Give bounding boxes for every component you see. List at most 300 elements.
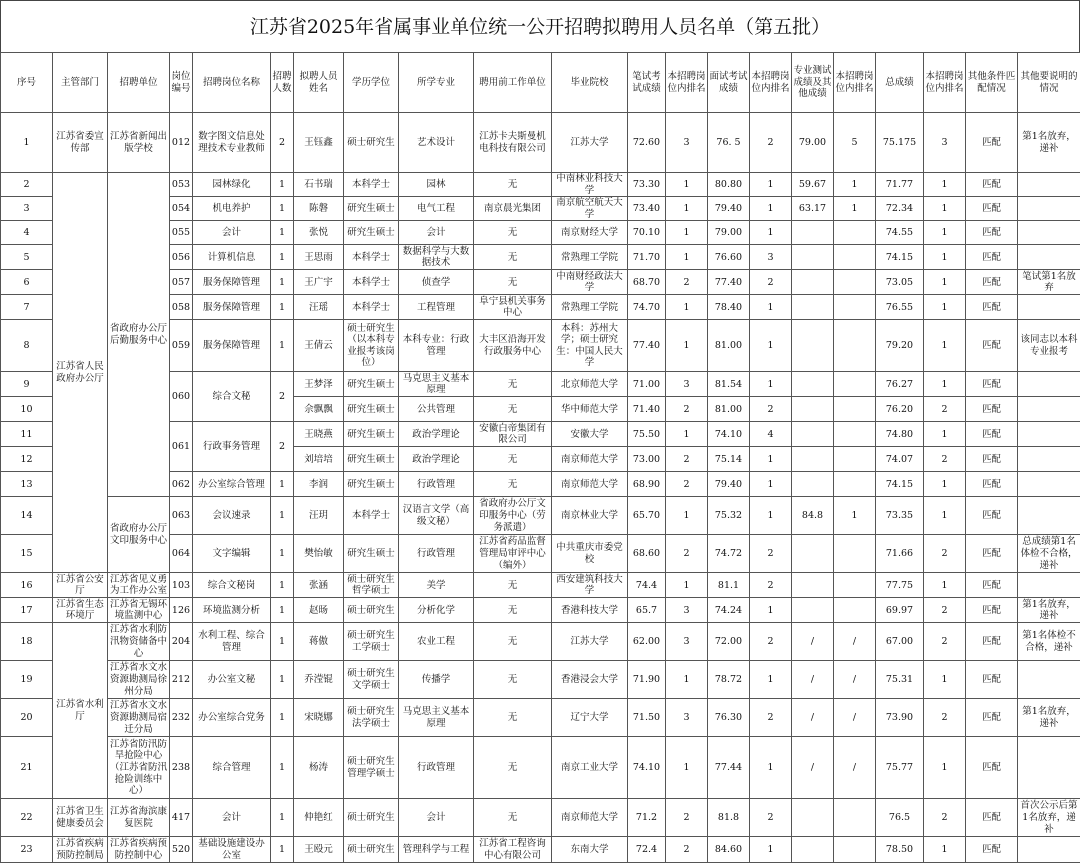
cell-total-rank: 2 [924,699,966,737]
cell-interview-rank: 1 [750,472,792,497]
cell-total-rank: 1 [924,573,966,598]
cell-total-rank: 1 [924,422,966,447]
cell-unit: 江苏省防汛防旱抢险中心（江苏省防汛抢险训练中心） [108,737,170,799]
cell-total: 76.27 [876,372,924,397]
cell-post-name: 办公室文秘 [193,661,271,699]
col-header: 总成绩 [876,53,924,113]
cell-unit: 江苏省水文水资源勘测局徐州分局 [108,661,170,699]
col-header: 岗位编号 [170,53,193,113]
cell-interview-rank: 4 [750,422,792,447]
table-row [1,497,1080,535]
cell-prev: 无 [474,598,552,623]
cell-other-rank [834,245,876,270]
cell-other: / [792,661,834,699]
cell-unit: 省政府办公厅文印服务中心 [108,497,170,573]
cell-post-code: 060 [170,372,193,422]
cell-interview-rank: 2 [750,573,792,598]
cell-note [1018,447,1080,472]
cell-no: 14 [1,497,53,535]
cell-note [1018,737,1080,799]
cell-post-name: 基础设施建设办公室 [193,837,271,863]
cell-other [792,221,834,245]
cell-match: 匹配 [966,221,1018,245]
cell-total: 74.55 [876,221,924,245]
cell-match: 匹配 [966,535,1018,573]
cell-edu: 研究生硕士 [344,197,399,221]
cell-interview-rank: 1 [750,295,792,320]
cell-written: 71.70 [628,245,666,270]
cell-prev: 无 [474,221,552,245]
cell-dept: 江苏省生态环境厅 [53,598,108,623]
cell-edu: 本科学士 [344,270,399,295]
cell-written-rank: 1 [666,245,708,270]
cell-other-rank [834,598,876,623]
col-header: 所学专业 [399,53,474,113]
cell-other [792,422,834,447]
cell-no: 18 [1,623,53,661]
cell-other [792,397,834,422]
cell-total-rank: 2 [924,535,966,573]
cell-no: 9 [1,372,53,397]
cell-interview-rank: 2 [750,799,792,837]
cell-interview-rank: 1 [750,447,792,472]
cell-interview: 77.40 [708,270,750,295]
cell-match: 匹配 [966,372,1018,397]
cell-total: 74.15 [876,245,924,270]
cell-major: 会计 [399,221,474,245]
cell-match: 匹配 [966,472,1018,497]
col-header: 聘用前工作单位 [474,53,552,113]
table-row [1,737,1080,799]
cell-major: 行政管理 [399,472,474,497]
cell-name: 汪瑶 [294,295,344,320]
cell-school: 南京师范大学 [552,447,628,472]
cell-written-rank: 1 [666,422,708,447]
cell-edu: 研究生硕士 [344,535,399,573]
cell-other [792,535,834,573]
cell-interview-rank: 1 [750,320,792,372]
cell-other [792,372,834,397]
table-row [1,623,1080,661]
cell-post-code: 058 [170,295,193,320]
cell-written: 73.40 [628,197,666,221]
cell-school: 江苏大学 [552,113,628,173]
cell-post-name: 会议速录 [193,497,271,535]
cell-note: 第1名体检不合格，递补 [1018,623,1080,661]
cell-other [792,472,834,497]
cell-other: 84.8 [792,497,834,535]
cell-no: 15 [1,535,53,573]
cell-no: 22 [1,799,53,837]
cell-post-name: 服务保障管理 [193,320,271,372]
cell-match: 匹配 [966,113,1018,173]
cell-interview: 81.00 [708,397,750,422]
cell-total-rank: 2 [924,623,966,661]
cell-edu: 本科学士 [344,173,399,197]
cell-no: 10 [1,397,53,422]
cell-post-name: 综合文秘岗 [193,573,271,598]
cell-interview: 79.40 [708,197,750,221]
cell-match: 匹配 [966,422,1018,447]
cell-match: 匹配 [966,270,1018,295]
cell-interview: 72.00 [708,623,750,661]
cell-post-name: 服务保障管理 [193,270,271,295]
cell-total: 79.20 [876,320,924,372]
cell-no: 2 [1,173,53,197]
cell-prev: 江苏卡夫斯曼机电科技有限公司 [474,113,552,173]
cell-match: 匹配 [966,197,1018,221]
cell-match: 匹配 [966,320,1018,372]
cell-match: 匹配 [966,837,1018,863]
cell-no: 19 [1,661,53,699]
cell-post-count: 1 [271,573,294,598]
cell-post-name: 计算机信息 [193,245,271,270]
cell-name: 蒋傲 [294,623,344,661]
cell-edu: 本科学士 [344,497,399,535]
cell-written: 68.90 [628,472,666,497]
cell-total: 76.55 [876,295,924,320]
table-row [1,837,1080,863]
cell-major: 会计 [399,799,474,837]
cell-post-count: 1 [271,535,294,573]
cell-interview-rank: 1 [750,661,792,699]
cell-post-code: 064 [170,535,193,573]
cell-post-name: 综合文秘 [193,372,271,422]
cell-interview-rank: 1 [750,837,792,863]
cell-post-count: 2 [271,113,294,173]
cell-other-rank: 1 [834,497,876,535]
cell-no: 11 [1,422,53,447]
cell-edu: 研究生硕士 [344,422,399,447]
cell-written: 71.50 [628,699,666,737]
cell-total: 71.66 [876,535,924,573]
cell-note: 首次公示后第1名放弃，递补 [1018,799,1080,837]
cell-written: 71.90 [628,661,666,699]
cell-other [792,598,834,623]
col-header: 招聘岗位名称 [193,53,271,113]
cell-interview-rank: 2 [750,397,792,422]
cell-other [792,270,834,295]
cell-total: 67.00 [876,623,924,661]
cell-school: 江苏大学 [552,623,628,661]
cell-name: 樊怡敏 [294,535,344,573]
cell-post-code: 520 [170,837,193,863]
cell-interview: 77.44 [708,737,750,799]
cell-written-rank: 1 [666,221,708,245]
cell-unit: 江苏省见义勇为工作办公室 [108,573,170,598]
cell-no: 12 [1,447,53,472]
col-header: 招聘单位 [108,53,170,113]
cell-note: 笔试第1名放弃 [1018,270,1080,295]
cell-name: 汪玥 [294,497,344,535]
cell-prev: 无 [474,799,552,837]
cell-written-rank: 2 [666,447,708,472]
cell-school: 中共重庆市委党校 [552,535,628,573]
cell-school: 南京财经大学 [552,221,628,245]
cell-post-count: 1 [271,197,294,221]
cell-name: 乔滢锟 [294,661,344,699]
cell-school: 北京师范大学 [552,372,628,397]
cell-interview: 79.00 [708,221,750,245]
table-row [1,113,1080,173]
cell-post-count: 1 [271,661,294,699]
header-row [1,53,1080,113]
cell-post-code: 055 [170,221,193,245]
cell-interview-rank: 1 [750,372,792,397]
cell-post-count: 1 [271,320,294,372]
col-header: 本招聘岗位内排名 [924,53,966,113]
cell-total: 73.05 [876,270,924,295]
cell-match: 匹配 [966,497,1018,535]
cell-other: 59.67 [792,173,834,197]
cell-no: 21 [1,737,53,799]
cell-post-code: 062 [170,472,193,497]
cell-written: 62.00 [628,623,666,661]
cell-match: 匹配 [966,245,1018,270]
table-row [1,799,1080,837]
cell-other: 63.17 [792,197,834,221]
cell-school: 中南财经政法大学 [552,270,628,295]
cell-interview: 76.30 [708,699,750,737]
cell-major: 政治学理论 [399,447,474,472]
cell-written: 70.10 [628,221,666,245]
col-header: 笔试考试成绩 [628,53,666,113]
cell-name: 宋晓娜 [294,699,344,737]
cell-interview-rank: 1 [750,221,792,245]
col-header: 本招聘岗位内排名 [750,53,792,113]
cell-prev: 安徽白帝集团有限公司 [474,422,552,447]
col-header: 其他要说明的情况 [1018,53,1080,113]
cell-other [792,447,834,472]
cell-written-rank: 2 [666,837,708,863]
cell-school: 南京航空航天大学 [552,197,628,221]
cell-school: 南京林业大学 [552,497,628,535]
cell-total: 76.5 [876,799,924,837]
cell-post-name: 机电养护 [193,197,271,221]
cell-edu: 研究生硕士 [344,447,399,472]
cell-post-count: 1 [271,623,294,661]
cell-post-count: 1 [271,737,294,799]
cell-edu: 本科学士 [344,295,399,320]
cell-written-rank: 2 [666,270,708,295]
cell-total: 75.31 [876,661,924,699]
cell-post-code: 059 [170,320,193,372]
cell-no: 16 [1,573,53,598]
cell-school: 中南林业科技大学 [552,173,628,197]
cell-school: 南京师范大学 [552,472,628,497]
cell-prev: 无 [474,245,552,270]
cell-school: 常熟理工学院 [552,245,628,270]
cell-school: 东南大学 [552,837,628,863]
cell-post-count: 1 [271,472,294,497]
cell-other [792,320,834,372]
cell-total-rank: 2 [924,397,966,422]
cell-name: 王梦泽 [294,372,344,397]
cell-total: 74.07 [876,447,924,472]
cell-note: 总成绩第1名体检不合格，递补 [1018,535,1080,573]
cell-post-code: 056 [170,245,193,270]
cell-no: 7 [1,295,53,320]
cell-post-count: 1 [271,173,294,197]
cell-total-rank: 1 [924,661,966,699]
cell-post-code: 053 [170,173,193,197]
cell-other-rank [834,270,876,295]
cell-total-rank: 1 [924,320,966,372]
cell-no: 5 [1,245,53,270]
cell-post-name: 数字图文信息处理技术专业教师 [193,113,271,173]
cell-prev: 江苏省工程咨询中心有限公司 [474,837,552,863]
cell-written: 74.10 [628,737,666,799]
cell-no: 13 [1,472,53,497]
cell-unit: 江苏省新闻出版学校 [108,113,170,173]
cell-interview-rank: 2 [750,270,792,295]
cell-post-count: 2 [271,422,294,472]
cell-interview: 81.00 [708,320,750,372]
cell-other: / [792,623,834,661]
cell-other [792,799,834,837]
cell-interview: 74.10 [708,422,750,447]
col-header: 面试考试成绩 [708,53,750,113]
cell-total: 75.175 [876,113,924,173]
cell-major: 艺术设计 [399,113,474,173]
cell-major: 公共管理 [399,397,474,422]
cell-post-name: 行政事务管理 [193,422,271,472]
cell-post-count: 1 [271,270,294,295]
cell-edu: 硕士研究生 [344,598,399,623]
cell-total: 73.90 [876,699,924,737]
cell-interview-rank: 2 [750,699,792,737]
document-title: 江苏省2025年省属事业单位统一公开招聘拟聘用人员名单（第五批） [0,0,1080,52]
cell-interview-rank: 2 [750,623,792,661]
cell-written: 72.60 [628,113,666,173]
cell-other-rank: 1 [834,173,876,197]
table-row [1,661,1080,699]
cell-major: 汉语言文学（高级文秘） [399,497,474,535]
cell-other: 79.00 [792,113,834,173]
cell-school: 南京工业大学 [552,737,628,799]
cell-written: 65.7 [628,598,666,623]
cell-edu: 研究生硕士 [344,397,399,422]
cell-school: 辽宁大学 [552,699,628,737]
cell-match: 匹配 [966,173,1018,197]
cell-edu: 研究生硕士 [344,472,399,497]
cell-name: 佘飘飘 [294,397,344,422]
cell-post-code: 238 [170,737,193,799]
cell-major: 数据科学与大数据技术 [399,245,474,270]
cell-major: 传播学 [399,661,474,699]
cell-written-rank: 3 [666,113,708,173]
col-header: 本招聘岗位内排名 [666,53,708,113]
cell-interview-rank: 1 [750,197,792,221]
cell-written-rank: 2 [666,397,708,422]
cell-written-rank: 3 [666,598,708,623]
cell-written-rank: 2 [666,799,708,837]
cell-post-name: 环境监测分析 [193,598,271,623]
cell-dept: 江苏省疾病预防控制局 [53,837,108,863]
cell-written-rank: 3 [666,623,708,661]
col-header: 毕业院校 [552,53,628,113]
cell-no: 8 [1,320,53,372]
cell-dept: 江苏省委宣传部 [53,113,108,173]
cell-written-rank: 3 [666,372,708,397]
table-row [1,699,1080,737]
cell-other-rank: 5 [834,113,876,173]
cell-match: 匹配 [966,661,1018,699]
cell-prev: 大丰区沿海开发行政服务中心 [474,320,552,372]
cell-other-rank: / [834,623,876,661]
cell-edu: 硕士研究生 [344,837,399,863]
col-header: 学历学位 [344,53,399,113]
cell-total: 71.77 [876,173,924,197]
col-header: 主管部门 [53,53,108,113]
cell-prev: 省政府办公厅文印服务中心（劳务派遣） [474,497,552,535]
cell-school: 本科：苏州大学；硕士研究生：中国人民大学 [552,320,628,372]
cell-interview: 78.72 [708,661,750,699]
cell-written-rank: 3 [666,699,708,737]
cell-post-count: 2 [271,372,294,422]
cell-prev: 无 [474,699,552,737]
cell-written: 74.4 [628,573,666,598]
cell-total: 76.20 [876,397,924,422]
cell-total: 73.35 [876,497,924,535]
cell-other-rank: / [834,699,876,737]
cell-match: 匹配 [966,573,1018,598]
cell-name: 王倩云 [294,320,344,372]
cell-written: 77.40 [628,320,666,372]
cell-name: 赵旸 [294,598,344,623]
cell-school: 华中师范大学 [552,397,628,422]
cell-prev: 江苏省药品监督管理局审评中心（编外） [474,535,552,573]
cell-edu: 硕士研究生 [344,113,399,173]
cell-post-code: 204 [170,623,193,661]
cell-no: 17 [1,598,53,623]
cell-unit: 江苏省水利防汛物资储备中心 [108,623,170,661]
cell-total-rank: 2 [924,799,966,837]
cell-edu: 本科学士 [344,245,399,270]
cell-dept: 江苏省人民政府办公厅 [53,173,108,573]
cell-name: 王晓燕 [294,422,344,447]
cell-match: 匹配 [966,799,1018,837]
cell-note [1018,221,1080,245]
cell-post-count: 1 [271,799,294,837]
cell-school: 香港浸会大学 [552,661,628,699]
cell-total-rank: 3 [924,113,966,173]
cell-written: 65.70 [628,497,666,535]
cell-post-count: 1 [271,245,294,270]
cell-post-code: 103 [170,573,193,598]
cell-major: 侦查学 [399,270,474,295]
cell-post-name: 办公室综合党务 [193,699,271,737]
cell-interview-rank: 1 [750,173,792,197]
col-header: 序号 [1,53,53,113]
cell-total-rank: 1 [924,372,966,397]
cell-unit: 江苏省水文水资源勘测局宿迁分局 [108,699,170,737]
cell-major: 园林 [399,173,474,197]
cell-total: 69.97 [876,598,924,623]
cell-edu: 硕士研究生 [344,799,399,837]
cell-unit: 江苏省疾病预防控制中心 [108,837,170,863]
cell-match: 匹配 [966,699,1018,737]
cell-name: 仲艳红 [294,799,344,837]
cell-other-rank [834,535,876,573]
cell-school: 西安建筑科技大学 [552,573,628,598]
cell-interview-rank: 3 [750,245,792,270]
cell-post-count: 1 [271,221,294,245]
cell-match: 匹配 [966,447,1018,472]
cell-no: 1 [1,113,53,173]
cell-edu: 硕士研究生法学硕士 [344,699,399,737]
cell-interview-rank: 1 [750,737,792,799]
